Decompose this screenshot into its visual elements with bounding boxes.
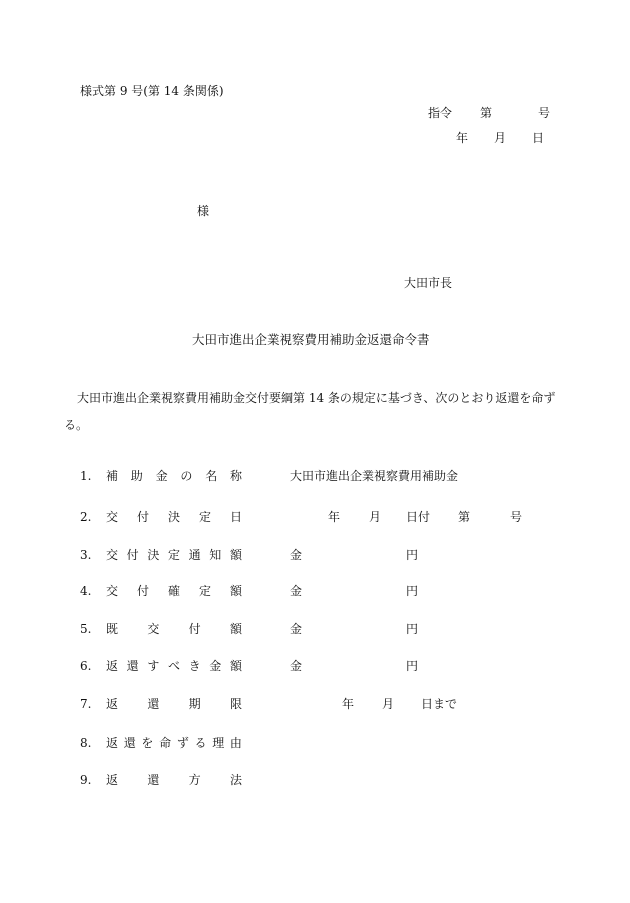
amount-prefix: 金	[290, 584, 303, 598]
item-label-char: 限	[229, 697, 242, 711]
date-month: 月	[494, 131, 507, 145]
item-label-char: 返	[106, 736, 119, 750]
date-part-month: 月	[382, 697, 395, 711]
item-label-char: の	[180, 469, 193, 483]
date-part-day: 日付	[406, 510, 431, 524]
item-label-char: を	[141, 736, 154, 750]
item-row	[80, 773, 560, 787]
item-label	[106, 584, 242, 598]
item-label	[106, 510, 242, 524]
item-label-char: 通	[188, 548, 201, 562]
item-label-char: 額	[229, 584, 242, 598]
item-label-char: 還	[147, 773, 160, 787]
directive-dai: 第	[480, 106, 493, 120]
item-label-char: 付	[136, 584, 149, 598]
item-label-char: 由	[229, 736, 242, 750]
addressee-honorific: 様	[197, 204, 210, 218]
item-number: 3.	[80, 548, 92, 562]
item-label-char: 交	[106, 510, 119, 524]
item-label-char: 期	[188, 697, 201, 711]
item-label-char: べ	[167, 659, 180, 673]
item-label-char: 金	[209, 659, 222, 673]
amount-prefix: 金	[290, 548, 303, 562]
amount-suffix: 円	[406, 622, 419, 636]
item-number: 1.	[80, 469, 92, 483]
item-label-char: 交	[106, 548, 119, 562]
issue-date-line	[456, 131, 544, 145]
date-part-year: 年	[342, 697, 355, 711]
date-part-month: 月	[369, 510, 382, 524]
item-label-char: 助	[130, 469, 143, 483]
issuer-name: 大田市長	[404, 276, 453, 290]
item-value: 大田市進出企業視察費用補助金	[290, 469, 459, 483]
item-row	[80, 510, 560, 524]
item-label-char: る	[194, 736, 207, 750]
item-label-char: 金	[155, 469, 168, 483]
item-label-char: 日	[229, 510, 242, 524]
date-part-year: 年	[328, 510, 341, 524]
date-part-dai: 第	[458, 510, 471, 524]
item-label-char: 法	[229, 773, 242, 787]
form-number: 様式第 9 号(第 14 条関係)	[80, 84, 224, 98]
item-number: 8.	[80, 736, 92, 750]
item-label-char: 定	[198, 584, 211, 598]
amount-prefix: 金	[290, 622, 303, 636]
item-label-char: 交	[106, 584, 119, 598]
item-label-char: 返	[106, 773, 119, 787]
item-label-char: 知	[209, 548, 222, 562]
item-row	[80, 622, 560, 636]
item-label-char: 付	[136, 510, 149, 524]
item-label-char: 決	[167, 510, 180, 524]
amount-suffix: 円	[406, 659, 419, 673]
item-number: 7.	[80, 697, 92, 711]
item-label-char: 命	[159, 736, 172, 750]
item-label-char: 補	[106, 469, 119, 483]
item-label-char: 理	[212, 736, 225, 750]
item-row	[80, 659, 560, 673]
item-number: 2.	[80, 510, 92, 524]
item-label	[106, 548, 242, 562]
item-label-char: 額	[229, 548, 242, 562]
item-label-char: 還	[126, 659, 139, 673]
item-label-char: 定	[198, 510, 211, 524]
item-label	[106, 659, 242, 673]
item-row	[80, 697, 560, 711]
item-label-char: 還	[147, 697, 160, 711]
amount-suffix: 円	[406, 584, 419, 598]
directive-number-line	[428, 106, 550, 120]
item-number: 5.	[80, 622, 92, 636]
item-label	[106, 773, 242, 787]
item-label-char: 交	[147, 622, 160, 636]
amount-prefix: 金	[290, 659, 303, 673]
item-number: 9.	[80, 773, 92, 787]
item-label-char: 確	[167, 584, 180, 598]
item-label-char: ず	[176, 736, 189, 750]
item-label-char: す	[147, 659, 160, 673]
item-label-char: 既	[106, 622, 119, 636]
item-label-char: 称	[229, 469, 242, 483]
body-paragraph: 大田市進出企業視察費用補助金交付要綱第 14 条の規定に基づき、次のとおり返還を命ずる。	[64, 391, 556, 432]
item-label-char: 方	[188, 773, 201, 787]
document-title: 大田市進出企業視察費用補助金返還命令書	[192, 332, 430, 347]
date-part-go: 号	[510, 510, 523, 524]
item-label-char: 決	[147, 548, 160, 562]
item-label-char: 付	[188, 622, 201, 636]
date-part-day: 日まで	[421, 697, 458, 711]
item-label-char: 還	[123, 736, 136, 750]
date-year: 年	[456, 131, 469, 145]
item-label-char: 定	[167, 548, 180, 562]
item-label-char: 返	[106, 697, 119, 711]
item-label-char: 額	[229, 659, 242, 673]
item-row	[80, 469, 560, 483]
directive-prefix: 指令	[428, 106, 453, 120]
item-row	[80, 736, 560, 750]
amount-suffix: 円	[406, 548, 419, 562]
item-number: 6.	[80, 659, 92, 673]
item-row	[80, 584, 560, 598]
item-label-char: 額	[229, 622, 242, 636]
item-label	[106, 622, 242, 636]
date-day: 日	[532, 131, 545, 145]
item-label-char: 返	[106, 659, 119, 673]
item-label	[106, 697, 242, 711]
item-row	[80, 548, 560, 562]
directive-go: 号	[538, 106, 551, 120]
item-label-char: き	[188, 659, 201, 673]
item-label-char: 付	[126, 548, 139, 562]
item-label	[106, 469, 242, 483]
item-number: 4.	[80, 584, 92, 598]
item-label	[106, 736, 242, 750]
item-label-char: 名	[205, 469, 218, 483]
